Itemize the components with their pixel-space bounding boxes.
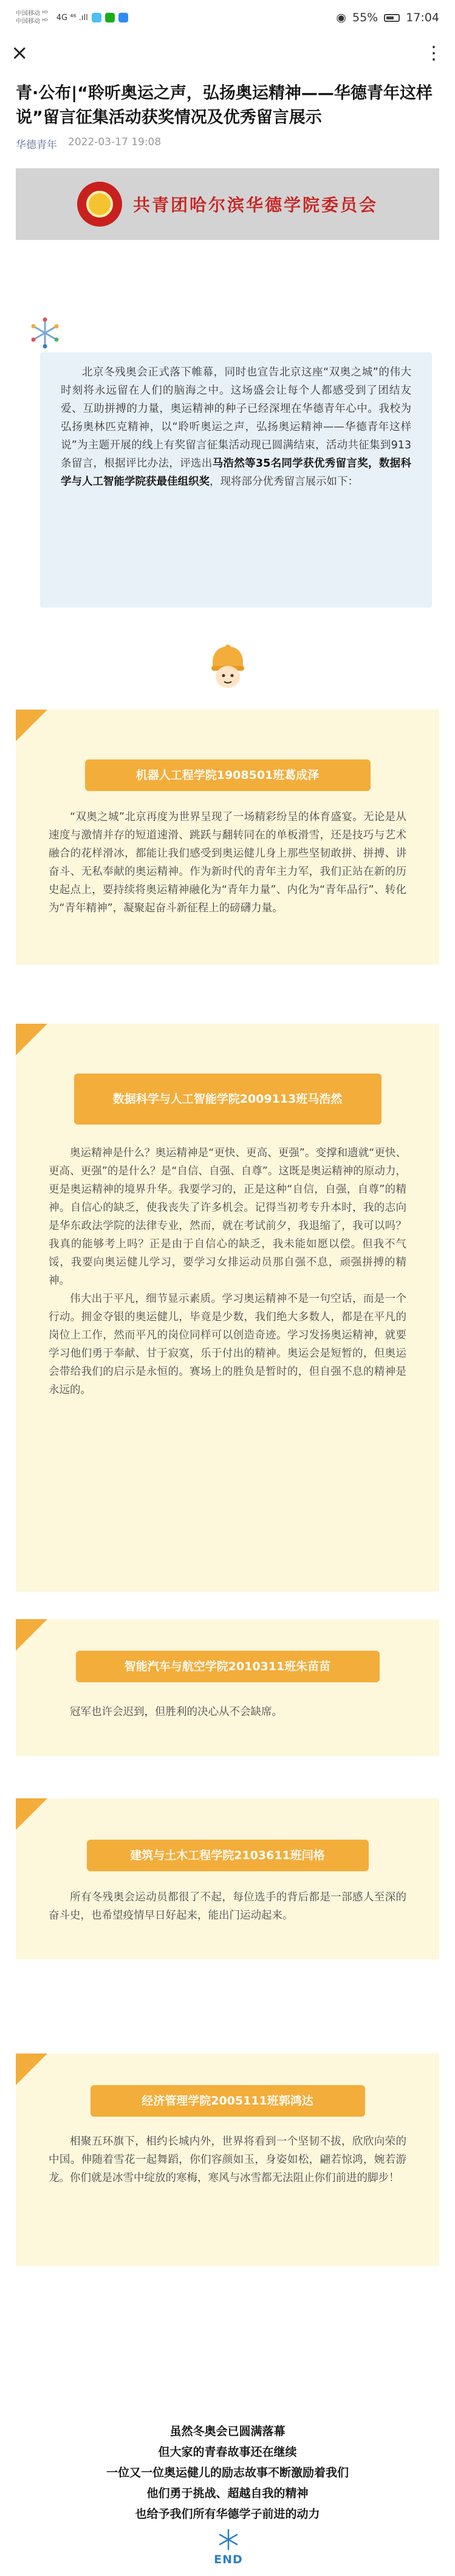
closing-line-4: 他们勇于挑战、超越自我的精神 <box>146 2487 309 2500</box>
card-4-body <box>49 1888 406 1925</box>
intro-text-end: ，现将部分优秀留言展示如下： <box>210 476 358 488</box>
carrier-2: 中国移动 ᴴᴰ <box>16 18 48 25</box>
status-bar <box>0 0 455 35</box>
card-3-body <box>49 1703 406 1721</box>
clock: 17:04 <box>406 11 439 24</box>
card-4-label: 建筑与土木工程学院2103611班闫格 <box>87 1840 369 1871</box>
nav-bar <box>0 35 455 70</box>
closing-line-1: 虽然冬奥会已圆满落幕 <box>169 2425 286 2438</box>
battery-icon <box>384 14 400 22</box>
wechat-notification-icon <box>105 13 115 22</box>
message-card-4 <box>16 1798 439 1959</box>
intro-highlight: 马浩然等35名同学获优秀留言奖，数据科学与人工智能学院获最佳组织奖 <box>61 457 412 488</box>
article-header <box>0 70 455 151</box>
eye-icon: ◉ <box>336 11 346 24</box>
card-corner-decoration <box>16 1798 47 1830</box>
carrier-info <box>16 10 48 26</box>
card-corner-decoration <box>16 2054 47 2085</box>
message-card-1 <box>16 710 439 965</box>
status-right <box>336 11 439 24</box>
status-icons <box>56 13 128 22</box>
card-1-paragraph-1: “双奥之城”北京再度为世界呈现了一场精彩纷呈的体育盛宴。无论是从速度与激情并存的短道速滑、跳跃与翻转同在的单板滑雪，还是技巧与艺术融合的花样滑冰，都能让我们感受到奥运健儿身上那些坚韧敢拼、拼搏、讲奋斗、无私奉献的奥运精神。作为新时代的青年主力军，我们正站在新的历史起点上，要持续将奥运精神融化为“青年力量”、内化为“青年品行”、转化为“青年精神”，凝聚起奋斗新征程上的磅礴力量。 <box>49 811 406 914</box>
end-mark <box>204 2527 253 2570</box>
intro-box <box>40 352 432 608</box>
card-1-body <box>49 808 406 917</box>
snowflake-icon <box>28 316 62 350</box>
carrier-1: 中国移动 ᴴᴰ <box>16 10 48 17</box>
intro-paragraph <box>61 363 411 491</box>
more-options-icon[interactable]: ⋮ <box>425 42 444 64</box>
message-card-5 <box>16 2054 439 2266</box>
app-notification-icon-2 <box>118 13 128 22</box>
card-1-label: 机器人工程学院1908501班葛成泽 <box>85 759 371 791</box>
battery-percent: 55% <box>352 11 378 24</box>
intro-text: 北京冬残奥会正式落下帷幕，同时也宣告北京这座“双奥之城”的伟大时刻将永远留在人们的脑海之中。这场盛会让每个人都感受到了团结友爱、互助拼搏的力量，奥运精神的种子已经深埋在华德青年心中。我校为弘扬奥林匹克精神，以“聆听奥运之声，弘扬奥运精神——华德青年这样说”为主题开展的线上有奖留言征集活动现已圆满结束，活动共征集到913条留言，根据评比办法，评选出 <box>61 366 411 470</box>
card-2-label: 数据科学与人工智能学院2009113班马浩然 <box>74 1074 381 1125</box>
close-icon[interactable]: × <box>11 41 29 65</box>
card-2-paragraph-1: 奥运精神是什么？奥运精神是“更快、更高、更强”。变撑和遗就“更快、更高、更强”的是什么？是“自信、自强、自尊”。这既是奥运精神的原动力，更是奥运精神的境界升华。我要学习的，正是这种“自信，自强，自尊”的精神。自信心的缺乏，使我丧失了许多机会。记得当初考专升本时，我的志向是华东政法学院的法律专业，然而，就在考试前夕，我退缩了，我可以吗？我真的能够考上吗？正是由于自信心的缺乏，我未能如愿以偿。但我不气馁，我要向奥运健儿学习，要学习女排运动员那自强不息，顽强拼搏的精神。 <box>49 1147 406 1287</box>
winter-mascot-icon <box>207 644 249 690</box>
closing-message <box>0 2421 455 2524</box>
card-3-paragraph-1: 冠军也许会迟到，但胜利的决心从不会缺席。 <box>70 1706 282 1718</box>
app-notification-icon <box>92 13 101 22</box>
card-5-label: 经济管理学院2005111班郭鸿达 <box>91 2085 365 2117</box>
message-card-3 <box>16 1619 439 1756</box>
closing-line-5: 也给予我们所有华德学子前进的动力 <box>135 2507 320 2521</box>
league-emblem-icon <box>77 182 122 227</box>
author-link[interactable]: 华德青年 <box>16 139 57 151</box>
banner-text: 共青团哈尔滨华德学院委员会 <box>132 195 378 215</box>
status-left <box>16 10 128 26</box>
end-text: END <box>214 2553 243 2566</box>
network-icon: 4G ⁴⁶ .ıll <box>56 13 88 22</box>
closing-line-2: 但大家的青春故事还在继续 <box>158 2445 297 2459</box>
closing-line-3: 一位又一位奥运健儿的励志故事不断激励着我们 <box>106 2466 349 2479</box>
publish-date: 2022-03-17 19:08 <box>68 136 162 148</box>
card-corner-decoration <box>16 1619 47 1651</box>
end-snowflake-icon <box>204 2527 253 2552</box>
card-corner-decoration <box>16 710 47 741</box>
card-3-label: 智能汽车与航空学院2010311班朱苗苗 <box>76 1651 380 1682</box>
message-card-2 <box>16 1024 439 1592</box>
card-corner-decoration <box>16 1024 47 1055</box>
card-5-paragraph-1: 相聚五环旗下，相约长城内外，世界将看到一个坚韧不拔，欣欣向荣的中国。伸随着雪花一起舞蹈，你们容颜如玉，身姿如松，翩若惊鸿，婉若游龙。你们就是冰雪中绽放的寒梅，寒风与冰雪都无法阻止你们前进的脚步！ <box>49 2136 406 2184</box>
card-2-paragraph-2: 伟大出于平凡，细节显示素质。学习奥运精神不是一句空话，而是一个行动。拥金夺银的奥运健儿，毕竟是少数，我们绝大多数人，都是在平凡的岗位上工作，然而平凡的岗位同样可以创造奇迹。学习发扬奥运精神，就要学习他们勇于奉献、甘于寂寞，乐于付出的精神。奥运会是短暂的，但奥运会带给我们的启示是永恒的。赛场上的胜负是暂时的，但自强不息的精神是永远的。 <box>49 1293 406 1396</box>
header-banner <box>16 168 439 240</box>
card-4-paragraph-1: 所有冬残奥会运动员都很了不起，每位选手的背后都是一部感人至深的奋斗史，也希望疫情早日好起来，能出门运动起来。 <box>49 1891 406 1922</box>
card-2-body <box>49 1144 406 1399</box>
article-meta <box>16 136 439 151</box>
article-title: 青·公布|“聆听奥运之声，弘扬奥运精神——华德青年这样说”留言征集活动获奖情况及优秀留言展示 <box>16 84 433 127</box>
card-5-body <box>49 2132 406 2187</box>
